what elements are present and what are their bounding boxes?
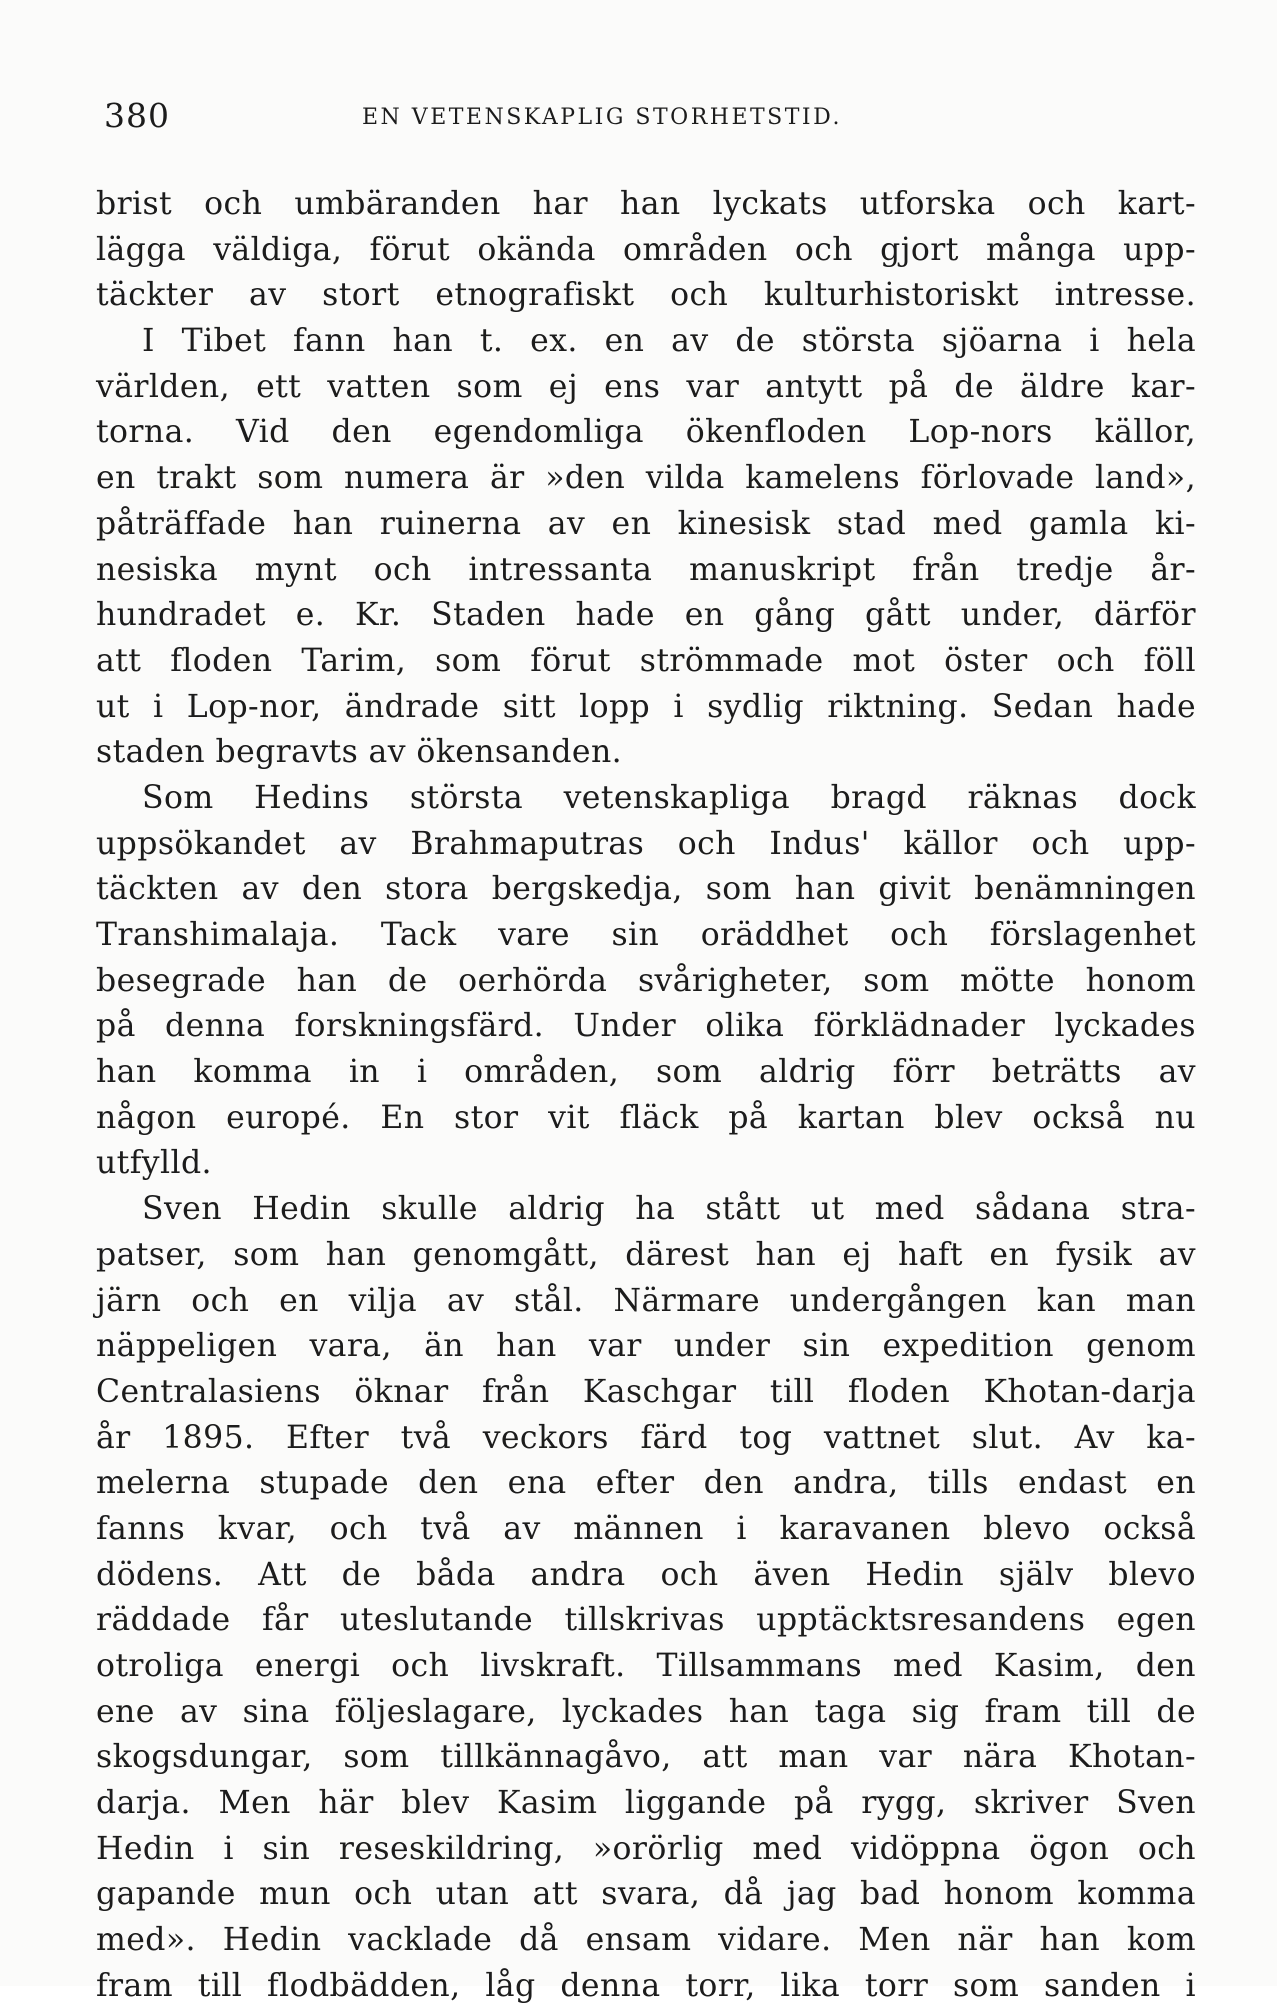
running-title: EN VETENSKAPLIG STORHETSTID. — [362, 105, 842, 130]
text-line: patser, som han genomgått, därest han ej haft en fysik av — [96, 1236, 1196, 1273]
text-line: darja. Men här blev Kasim liggande på rygg, skriver Sven — [96, 1785, 1196, 1822]
text-line: Centralasiens öknar från Kaschgar till floden Khotan-darja — [96, 1373, 1196, 1410]
text-line: påträffade han ruinerna av en kinesisk stad med gamla ki- — [96, 505, 1196, 542]
text-line: lägga väldiga, förut okända områden och gjort många upp- — [96, 231, 1196, 268]
page-header — [104, 96, 1194, 146]
text-line: ut i Lop-nor, ändrade sitt lopp i sydlig riktning. Sedan hade — [96, 688, 1196, 725]
text-line: nesiska mynt och intressanta manuskript från tredje år- — [96, 551, 1196, 588]
text-line: en trakt som numera är »den vilda kamelens förlovade land», — [96, 460, 1196, 497]
page-number: 380 — [104, 96, 170, 135]
text-line: I Tibet fann han t. ex. en av de största sjöarna i hela — [142, 323, 1196, 360]
text-line: besegrade han de oerhörda svårigheter, som mötte honom — [96, 962, 1196, 999]
text-line: brist och umbäranden har han lyckats utforska och kart- — [96, 186, 1196, 222]
text-line: näppeligen vara, än han var under sin expedition genom — [96, 1328, 1196, 1365]
text-line: otroliga energi och livskraft. Tillsammans med Kasim, den — [96, 1648, 1196, 1684]
text-line: fram till flodbädden, låg denna torr, lika torr som sanden i — [96, 1967, 1196, 2004]
text-line: Sven Hedin skulle aldrig ha stått ut med sådana stra- — [142, 1191, 1196, 1228]
text-line: skogsdungar, som tillkännagåvo, att man var nära Khotan- — [96, 1739, 1196, 1776]
text-line: Hedin i sin reseskildring, »orörlig med vidöppna ögon och — [96, 1830, 1196, 1867]
text-line: hundradet e. Kr. Staden hade en gång gått under, därför — [96, 597, 1196, 634]
text-line: torna. Vid den egendomliga ökenfloden Lop-nors källor, — [96, 414, 1196, 451]
text-line: år 1895. Efter två veckors färd tog vattnet slut. Av ka- — [96, 1419, 1196, 1456]
text-line: räddade får uteslutande tillskrivas upptäcktsresandens egen — [96, 1602, 1196, 1639]
text-line: dödens. Att de båda andra och även Hedin själv blevo — [96, 1556, 1196, 1593]
text-line: gapande mun och utan att svara, då jag bad honom komma — [96, 1876, 1196, 1913]
text-line: järn och en vilja av stål. Närmare undergången kan man — [96, 1282, 1196, 1319]
text-line: uppsökandet av Brahmaputras och Indus' källor och upp- — [96, 825, 1196, 862]
body-text — [96, 182, 1196, 2010]
text-line: utfylld. — [96, 1145, 212, 1182]
text-line: att floden Tarim, som förut strömmade mot öster och föll — [96, 642, 1196, 679]
text-line: staden begravts av ökensanden. — [96, 734, 623, 771]
text-line: Transhimalaja. Tack vare sin oräddhet och förslagenhet — [96, 917, 1196, 953]
text-line: på denna forskningsfärd. Under olika förklädnader lyckades — [96, 1008, 1196, 1045]
text-line: täckter av stort etnografiskt och kulturhistoriskt intresse. — [96, 277, 1196, 314]
text-line: ene av sina följeslagare, lyckades han taga sig fram till de — [96, 1693, 1196, 1730]
text-line: melerna stupade den ena efter den andra, tills endast en — [96, 1465, 1196, 1502]
text-line: Som Hedins största vetenskapliga bragd räknas dock — [142, 779, 1196, 816]
text-line: världen, ett vatten som ej ens var antytt på de äldre kar- — [96, 368, 1196, 405]
text-line: täckten av den stora bergskedja, som han givit benämningen — [96, 871, 1196, 908]
text-line: fanns kvar, och två av männen i karavanen blevo också — [96, 1510, 1196, 1547]
text-line: med». Hedin vacklade då ensam vidare. Men när han kom — [96, 1922, 1196, 1959]
text-line: han komma in i områden, som aldrig förr beträtts av — [96, 1054, 1196, 1091]
text-line: någon europé. En stor vit fläck på kartan blev också nu — [96, 1099, 1196, 1136]
